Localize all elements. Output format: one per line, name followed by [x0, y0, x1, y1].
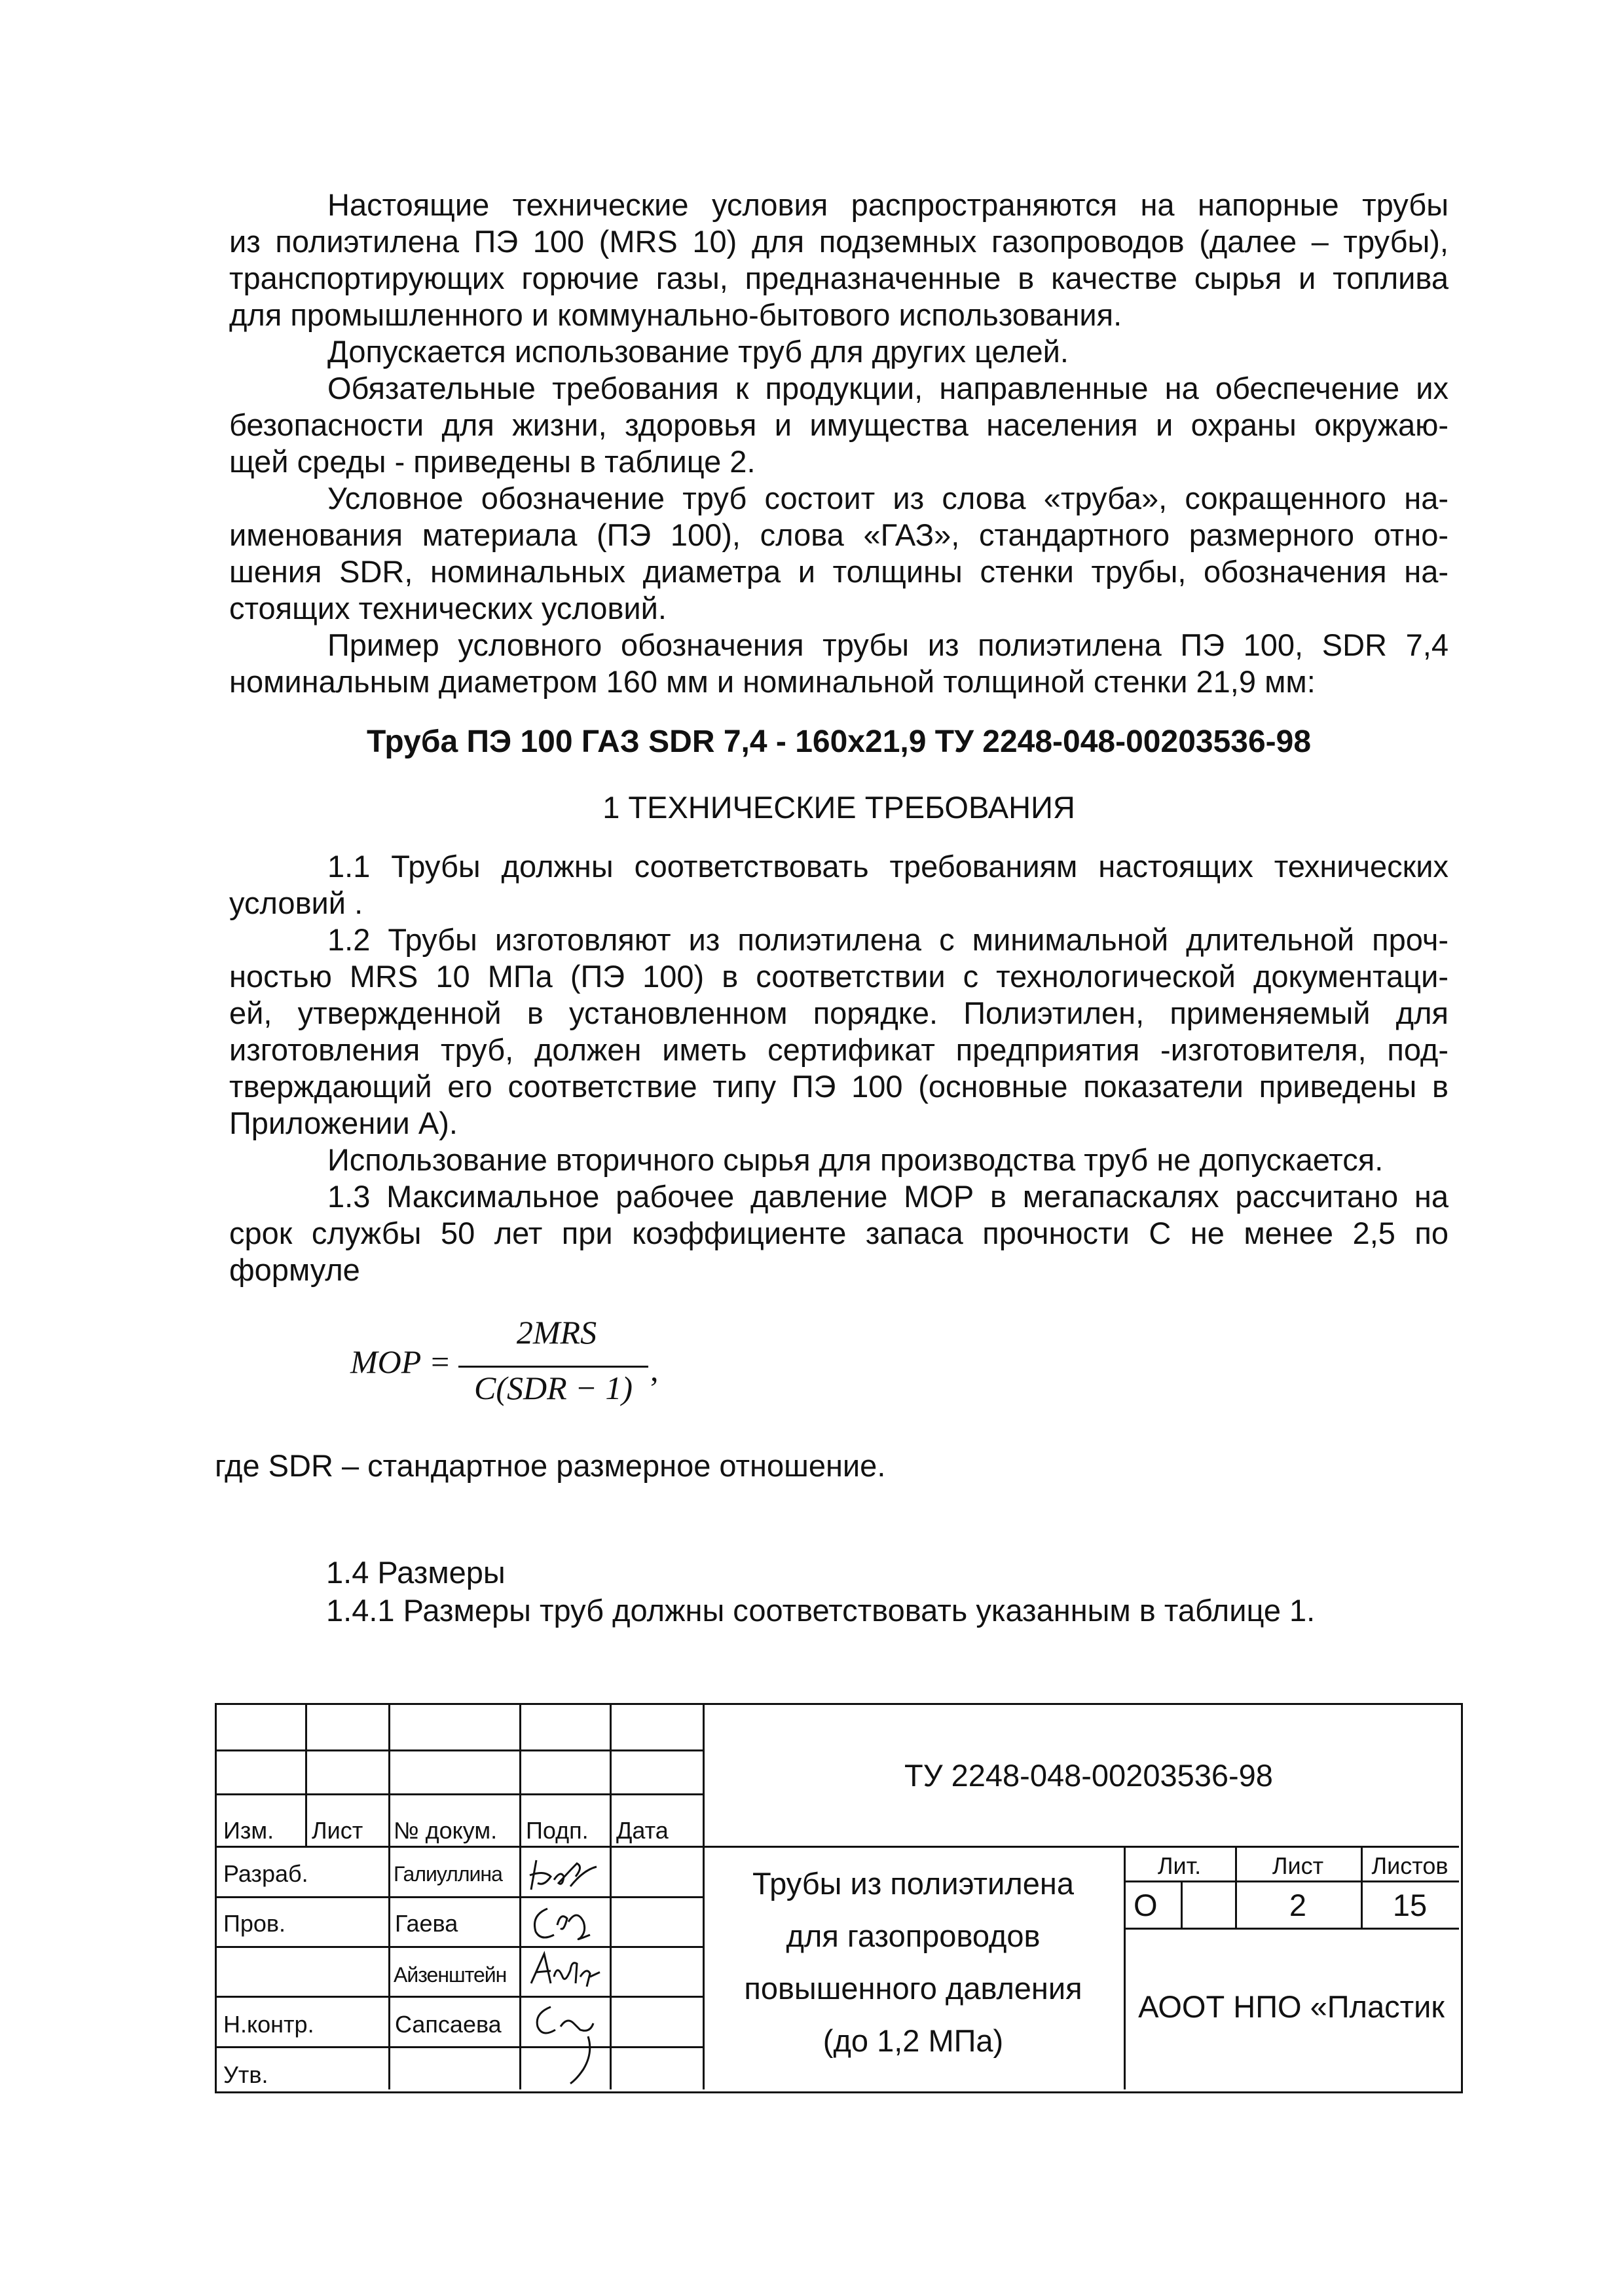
header-doc-no: № докум. — [394, 1817, 498, 1844]
text-line: транспортирующих горючие газы, предназначенные в качестве сырья и топлива — [229, 261, 1449, 295]
grid-line — [217, 1846, 1459, 1848]
text-line: щей среды - приведены в таблице 2. — [229, 444, 756, 479]
intro-paragraph-3 — [229, 370, 1449, 480]
signature-razrab — [525, 1850, 606, 1896]
text-line: Использование вторичного сырья для производства труб не допускается. — [327, 1142, 1384, 1177]
grid-line — [217, 2046, 703, 2048]
text-line: Обязательные требования к продукции, направленные на обеспечение их — [327, 371, 1449, 405]
text-line: Пример условного обозначения трубы из полиэтилена ПЭ 100, SDR 7,4 — [327, 627, 1449, 662]
signature-prov — [528, 1899, 606, 1946]
paragraph-1-3 — [229, 1178, 1449, 1288]
designation-example: Труба ПЭ 100 ГАЗ SDR 7,4 - 160х21,9 ТУ 2248-048-00203536-98 — [366, 724, 1312, 759]
product-title-line: Трубы из полиэтилена — [752, 1866, 1074, 1901]
lit-value: О — [1134, 1888, 1158, 1922]
name-third: Айзенштейн — [394, 1963, 507, 1987]
grid-line — [217, 1996, 703, 1998]
grid-line — [519, 1705, 521, 2089]
text-line: безопасности для жизни, здоровья и имущества населения и охраны окружаю- — [229, 407, 1449, 442]
text-line: именования материала (ПЭ 100), слова «ГАЗ», стандартного размерного отно- — [229, 517, 1449, 552]
organization-name: АООТ НПО «Пластик — [1138, 1989, 1445, 2024]
text-line: Допускается использование труб для других целей. — [327, 334, 1069, 369]
text-line: изготовления труб, должен иметь сертификат предприятия -изготовителя, под- — [229, 1032, 1449, 1067]
text-line: срок службы 50 лет при коэффициенте запаса прочности С не менее 2,5 по — [229, 1216, 1449, 1250]
text-line: Условное обозначение труб состоит из слова «труба», сокращенного на- — [327, 481, 1449, 515]
paragraph-1-2 — [229, 922, 1449, 1142]
header-podp: Подп. — [526, 1817, 589, 1844]
fraction-bar — [458, 1366, 648, 1368]
intro-paragraph-5 — [229, 627, 1449, 700]
sheets-value: 15 — [1392, 1888, 1428, 1922]
text-line: 1.2 Трубы изготовляют из полиэтилена с минимальной длительной проч- — [327, 922, 1449, 957]
section-heading: 1 ТЕХНИЧЕСКИЕ ТРЕБОВАНИЯ — [602, 790, 1075, 825]
header-date: Дата — [616, 1817, 669, 1844]
grid-line — [610, 1705, 612, 2089]
grid-line — [217, 1793, 703, 1795]
role-nkontr: Н.контр. — [223, 2011, 314, 2038]
product-title-line: повышенного давления — [744, 1971, 1082, 2006]
header-list: Лист — [312, 1817, 363, 1844]
signature-third — [525, 1947, 606, 1994]
grid-line — [388, 1705, 390, 2089]
document-code: ТУ 2248-048-00203536-98 — [904, 1758, 1273, 1793]
sheet-value: 2 — [1289, 1888, 1307, 1922]
grid-line — [217, 1749, 703, 1751]
sdr-definition: где SDR – стандартное размерное отношение. — [215, 1448, 886, 1483]
text-line: из полиэтилена ПЭ 100 (MRS 10) для подземных газопроводов (далее – трубы), — [229, 224, 1449, 259]
paragraph-1-4: 1.4 Размеры — [326, 1555, 506, 1590]
grid-line — [1124, 1880, 1459, 1882]
grid-line — [305, 1705, 307, 1846]
mop-formula — [350, 1310, 691, 1415]
formula-comma: , — [650, 1351, 659, 1388]
text-line: формуле — [229, 1252, 360, 1287]
lit-label: Лит. — [1157, 1852, 1202, 1879]
text-line: номинальным диаметром 160 мм и номинальной толщиной стенки 21,9 мм: — [229, 664, 1316, 699]
text-line: шения SDR, номинальных диаметра и толщины стенки трубы, обозначения на- — [229, 554, 1449, 589]
product-title-line: (до 1,2 МПа) — [822, 2023, 1004, 2058]
formula-denominator: C(SDR − 1) — [473, 1370, 633, 1406]
text-line: стоящих технических условий. — [229, 591, 667, 626]
grid-line — [1124, 1928, 1459, 1930]
text-line: Настоящие технические условия распространяются на напорные трубы — [327, 187, 1449, 222]
text-line: Приложении А). — [229, 1106, 458, 1140]
text-line: 1.1 Трубы должны соответствовать требованиям настоящих технических — [327, 849, 1449, 884]
grid-line — [1124, 1846, 1126, 2089]
name-razrab: Галиуллина — [394, 1862, 502, 1886]
text-line: ностью MRS 10 МПа (ПЭ 100) в соответствии с технологической документаци- — [229, 959, 1449, 994]
sheet-label: Лист — [1272, 1852, 1324, 1879]
grid-line — [1181, 1880, 1183, 1928]
role-razrab: Разраб. — [223, 1860, 308, 1887]
intro-paragraph-4 — [229, 480, 1449, 627]
paragraph-1-4-1: 1.4.1 Размеры труб должны соответствовать указанным в таблице 1. — [326, 1593, 1316, 1628]
formula-lhs: MOP = — [350, 1343, 451, 1380]
grid-line — [217, 1946, 703, 1948]
text-line: тверждающий его соответствие типу ПЭ 100 (основные показатели приведены в — [229, 1069, 1449, 1104]
text-line: условий . — [229, 886, 363, 920]
intro-paragraph-2 — [229, 333, 1449, 370]
text-line: для промышленного и коммунально-бытового использования. — [229, 297, 1122, 332]
paragraph-1-1 — [229, 848, 1449, 922]
formula-numerator: 2MRS — [516, 1314, 597, 1351]
title-block — [215, 1703, 1463, 2093]
text-line: ей, утвержденной в установленном порядке. Полиэтилен, применяемый для — [229, 996, 1449, 1030]
header-izm: Изм. — [223, 1817, 274, 1844]
role-prov: Пров. — [223, 1910, 286, 1937]
signature-nkontr — [528, 1997, 606, 2089]
grid-line — [217, 1896, 703, 1898]
text-line: 1.3 Максимальное рабочее давление МОР в мегапаскалях рассчитано на — [327, 1179, 1449, 1214]
name-prov: Гаева — [395, 1910, 458, 1937]
product-title-line: для газопроводов — [786, 1918, 1041, 1953]
name-nkontr: Сапсаева — [395, 2011, 502, 2038]
intro-paragraph-1 — [229, 187, 1449, 333]
paragraph-1-2-note — [229, 1142, 1449, 1178]
role-utv: Утв. — [223, 2061, 268, 2088]
sheets-label: Листов — [1371, 1852, 1449, 1879]
